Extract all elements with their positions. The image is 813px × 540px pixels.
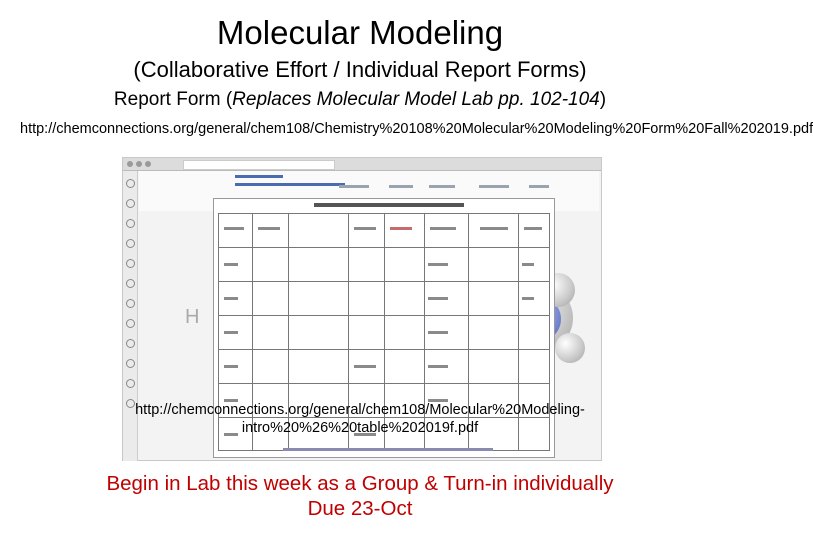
report-form-link[interactable]: http://chemconnections.org/general/chem108/Chemistry%20108%20Molecular%20Modeling%20Form%20Fall%202019.pdf <box>20 121 813 137</box>
banner-line-2: Due 23-Oct <box>307 497 413 520</box>
report-prefix: Report Form ( <box>113 89 233 110</box>
slide-title: Molecular Modeling <box>216 14 504 51</box>
embedded-screenshot: H <box>122 157 602 461</box>
report-italic-note: Replaces Molecular Model Lab pp. 102-104 <box>232 89 600 110</box>
due-banner <box>0 471 720 521</box>
intro-table-link[interactable]: http://chemconnections.org/general/chem108/Molecular%20Modeling-intro%20%26%20table%202019f.pdf <box>135 402 585 436</box>
browser-toolbar <box>123 158 601 171</box>
slide-subtitle: (Collaborative Effort / Individual Report Forms) <box>133 57 587 82</box>
report-form-line <box>0 89 720 111</box>
report-suffix: ) <box>599 89 607 110</box>
banner-line-1: Begin in Lab this week as a Group & Turn-in individually <box>106 472 614 495</box>
